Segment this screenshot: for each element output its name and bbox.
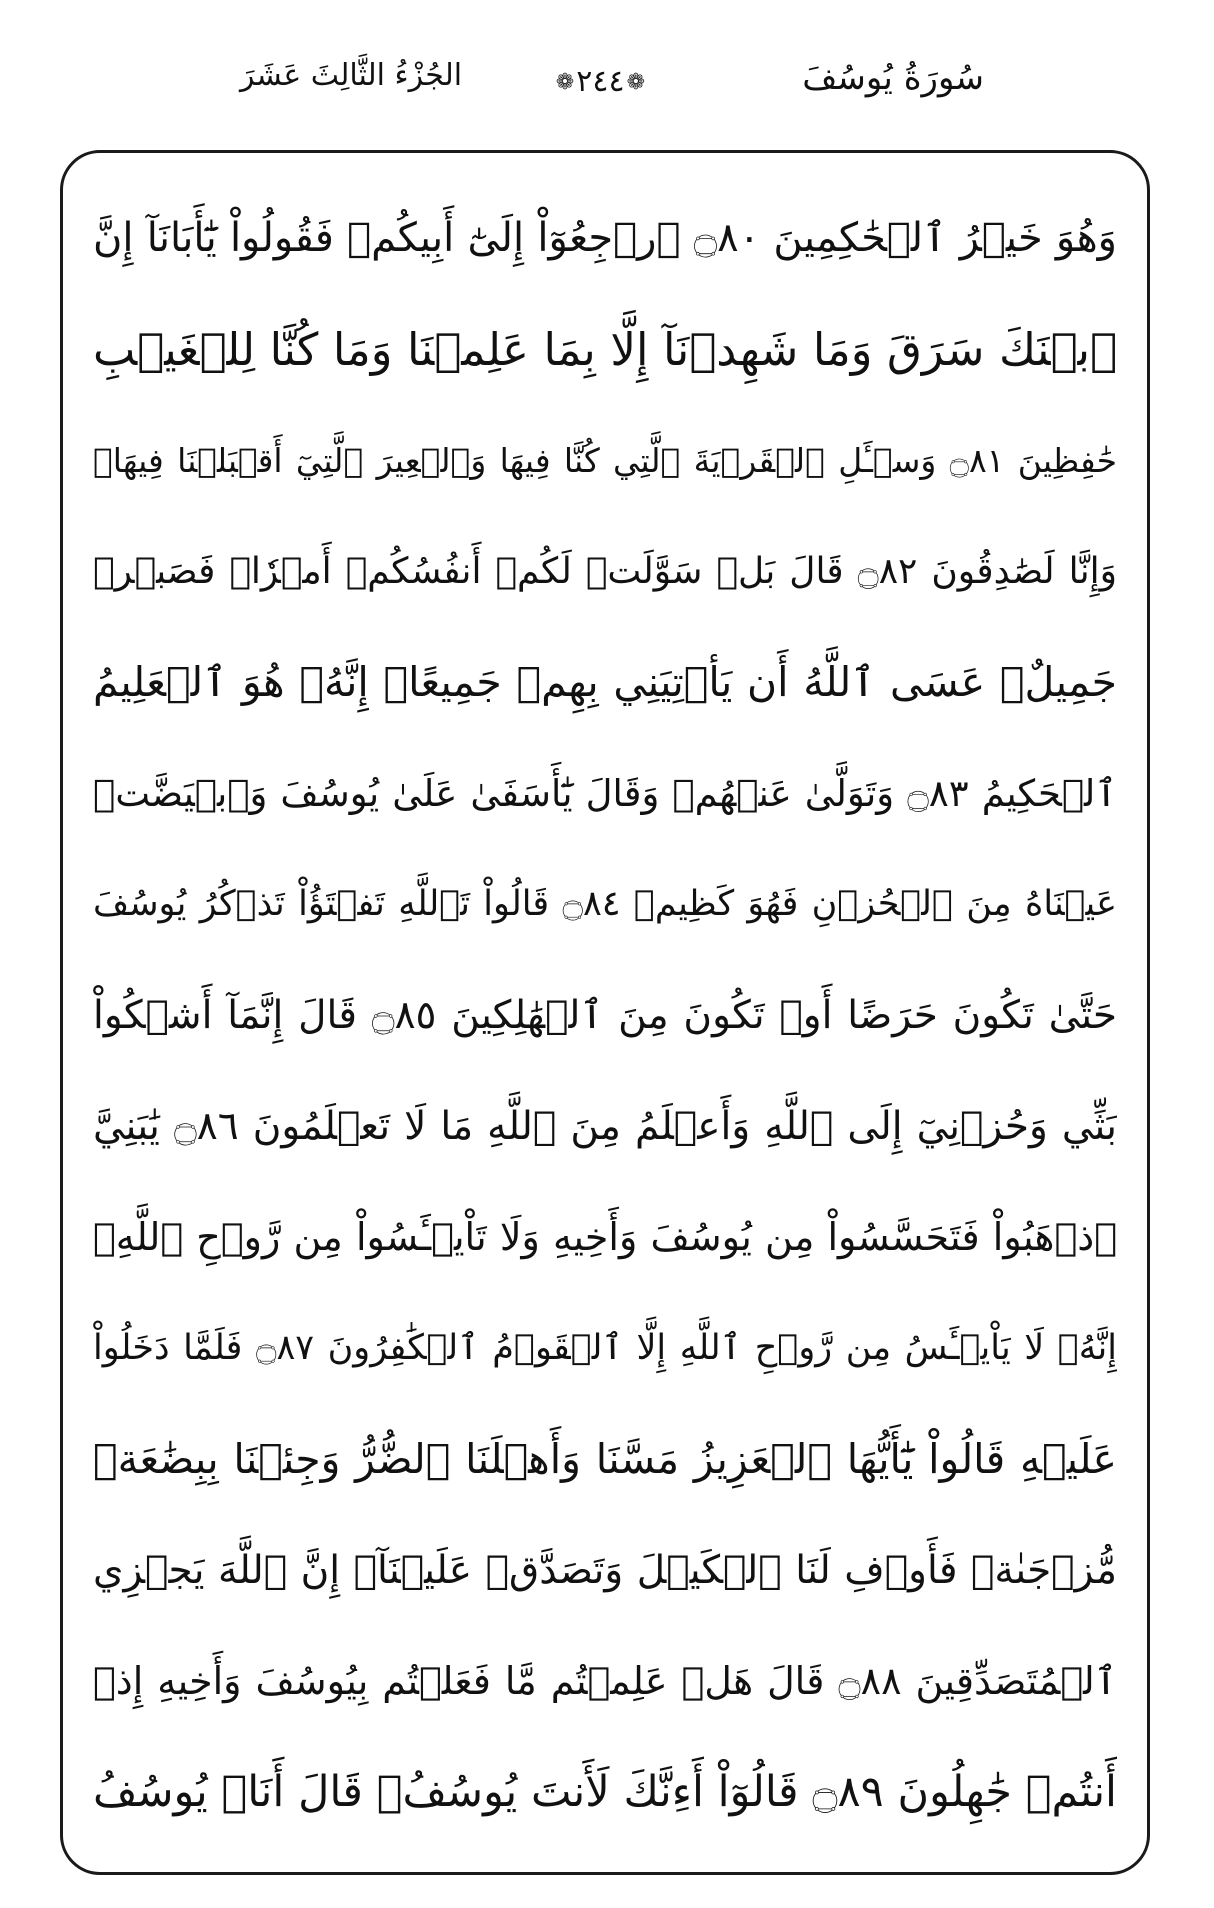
ayah-line: عَلَيۡهِ قَالُواْ يَٰٓأَيُّهَا ٱلۡعَزِيزُ مَسَّنَا وَأَهۡلَنَا ٱلضُّرُّ وَجِئۡنَا بِبِضَٰعَةٖ — [93, 1435, 1117, 1483]
surah-title: سُورَةُ يُوسُفَ — [802, 58, 984, 98]
ayah-line: أَنتُمۡ جَٰهِلُونَ ۝٨٩ قَالُوٓاْ أَءِنَّكَ لَأَنتَ يُوسُفُۖ قَالَ أَنَا۠ يُوسُفُ — [93, 1767, 1117, 1817]
ayah-line: وَهُوَ خَيۡرُ ٱلۡحَٰكِمِينَ ۝٨٠ ٱرۡجِعُوٓاْ إِلَىٰٓ أَبِيكُمۡ فَقُولُواْ يَٰٓأَبَانَآ إِنَّ — [93, 215, 1117, 261]
juz-title: الجُزْءُ الثَّالِثَ عَشَرَ — [240, 58, 463, 93]
ayah-line: ٱبۡنَكَ سَرَقَ وَمَا شَهِدۡنَآ إِلَّا بِمَا عَلِمۡنَا وَمَا كُنَّا لِلۡغَيۡبِ — [93, 323, 1117, 376]
ornament-icon: ❁ — [626, 70, 645, 95]
ayah-line: بَثِّي وَحُزۡنِيٓ إِلَى ٱللَّهِ وَأَعۡلَمُ مِنَ ٱللَّهِ مَا لَا تَعۡلَمُونَ ۝٨٦ يَٰبَنِيَّ — [93, 1104, 1117, 1149]
ayah-line: ٱلۡمُتَصَدِّقِينَ ۝٨٨ قَالَ هَلۡ عَلِمۡتُم مَّا فَعَلۡتُم بِيُوسُفَ وَأَخِيهِ إِذۡ — [93, 1659, 1117, 1703]
page-header — [0, 40, 1214, 150]
ayah-line: حَتَّىٰ تَكُونَ حَرَضًا أَوۡ تَكُونَ مِنَ ٱلۡهَٰلِكِينَ ۝٨٥ قَالَ إِنَّمَآ أَشۡكُواْ — [93, 993, 1117, 1038]
ayah-line: حَٰفِظِينَ ۝٨١ وَسۡـَٔلِ ٱلۡقَرۡيَةَ ٱلَّتِي كُنَّا فِيهَا وَٱلۡعِيرَ ٱلَّتِيٓ أَقۡبَلۡنَا فِيهَاۖ — [93, 441, 1117, 480]
ayah-line: جَمِيلٌۖ عَسَى ٱللَّهُ أَن يَأۡتِيَنِي بِهِمۡ جَمِيعًاۚ إِنَّهُۥ هُوَ ٱلۡعَلِيمُ — [93, 658, 1117, 706]
ayah-line: ٱلۡحَكِيمُ ۝٨٣ وَتَوَلَّىٰ عَنۡهُمۡ وَقَالَ يَٰٓأَسَفَىٰ عَلَىٰ يُوسُفَ وَٱبۡيَضَّتۡ — [93, 772, 1117, 815]
page-number-value: ٢٤٤ — [576, 64, 625, 99]
page-number — [555, 64, 647, 99]
ayah-line: عَيۡنَاهُ مِنَ ٱلۡحُزۡنِ فَهُوَ كَظِيمٞ ۝٨٤ قَالُواْ تَٱللَّهِ تَفۡتَؤُاْ تَذۡكُرُ يُوسُفَ — [93, 884, 1117, 924]
ayah-line: وَإِنَّا لَصَٰدِقُونَ ۝٨٢ قَالَ بَلۡ سَوَّلَتۡ لَكُمۡ أَنفُسُكُمۡ أَمۡرٗاۖ فَصَبۡرٞ — [93, 551, 1117, 592]
ornament-icon: ❁ — [555, 70, 575, 95]
ayah-line: ٱذۡهَبُواْ فَتَحَسَّسُواْ مِن يُوسُفَ وَأَخِيهِ وَلَا تَاْيۡـَٔسُواْ مِن رَّوۡحِ ٱللَّهِۖ — [93, 1215, 1117, 1259]
text-frame — [60, 150, 1150, 1875]
ayah-line: مُّزۡجَىٰةٖ فَأَوۡفِ لَنَا ٱلۡكَيۡلَ وَتَصَدَّقۡ عَلَيۡنَآۖ إِنَّ ٱللَّهَ يَجۡزِي — [93, 1548, 1117, 1593]
ayah-line: إِنَّهُۥ لَا يَاْيۡـَٔسُ مِن رَّوۡحِ ٱللَّهِ إِلَّا ٱلۡقَوۡمُ ٱلۡكَٰفِرُونَ ۝٨٧ فَلَمَّا دَخَلُواْ — [93, 1328, 1117, 1368]
ayah-lines — [93, 183, 1117, 1852]
